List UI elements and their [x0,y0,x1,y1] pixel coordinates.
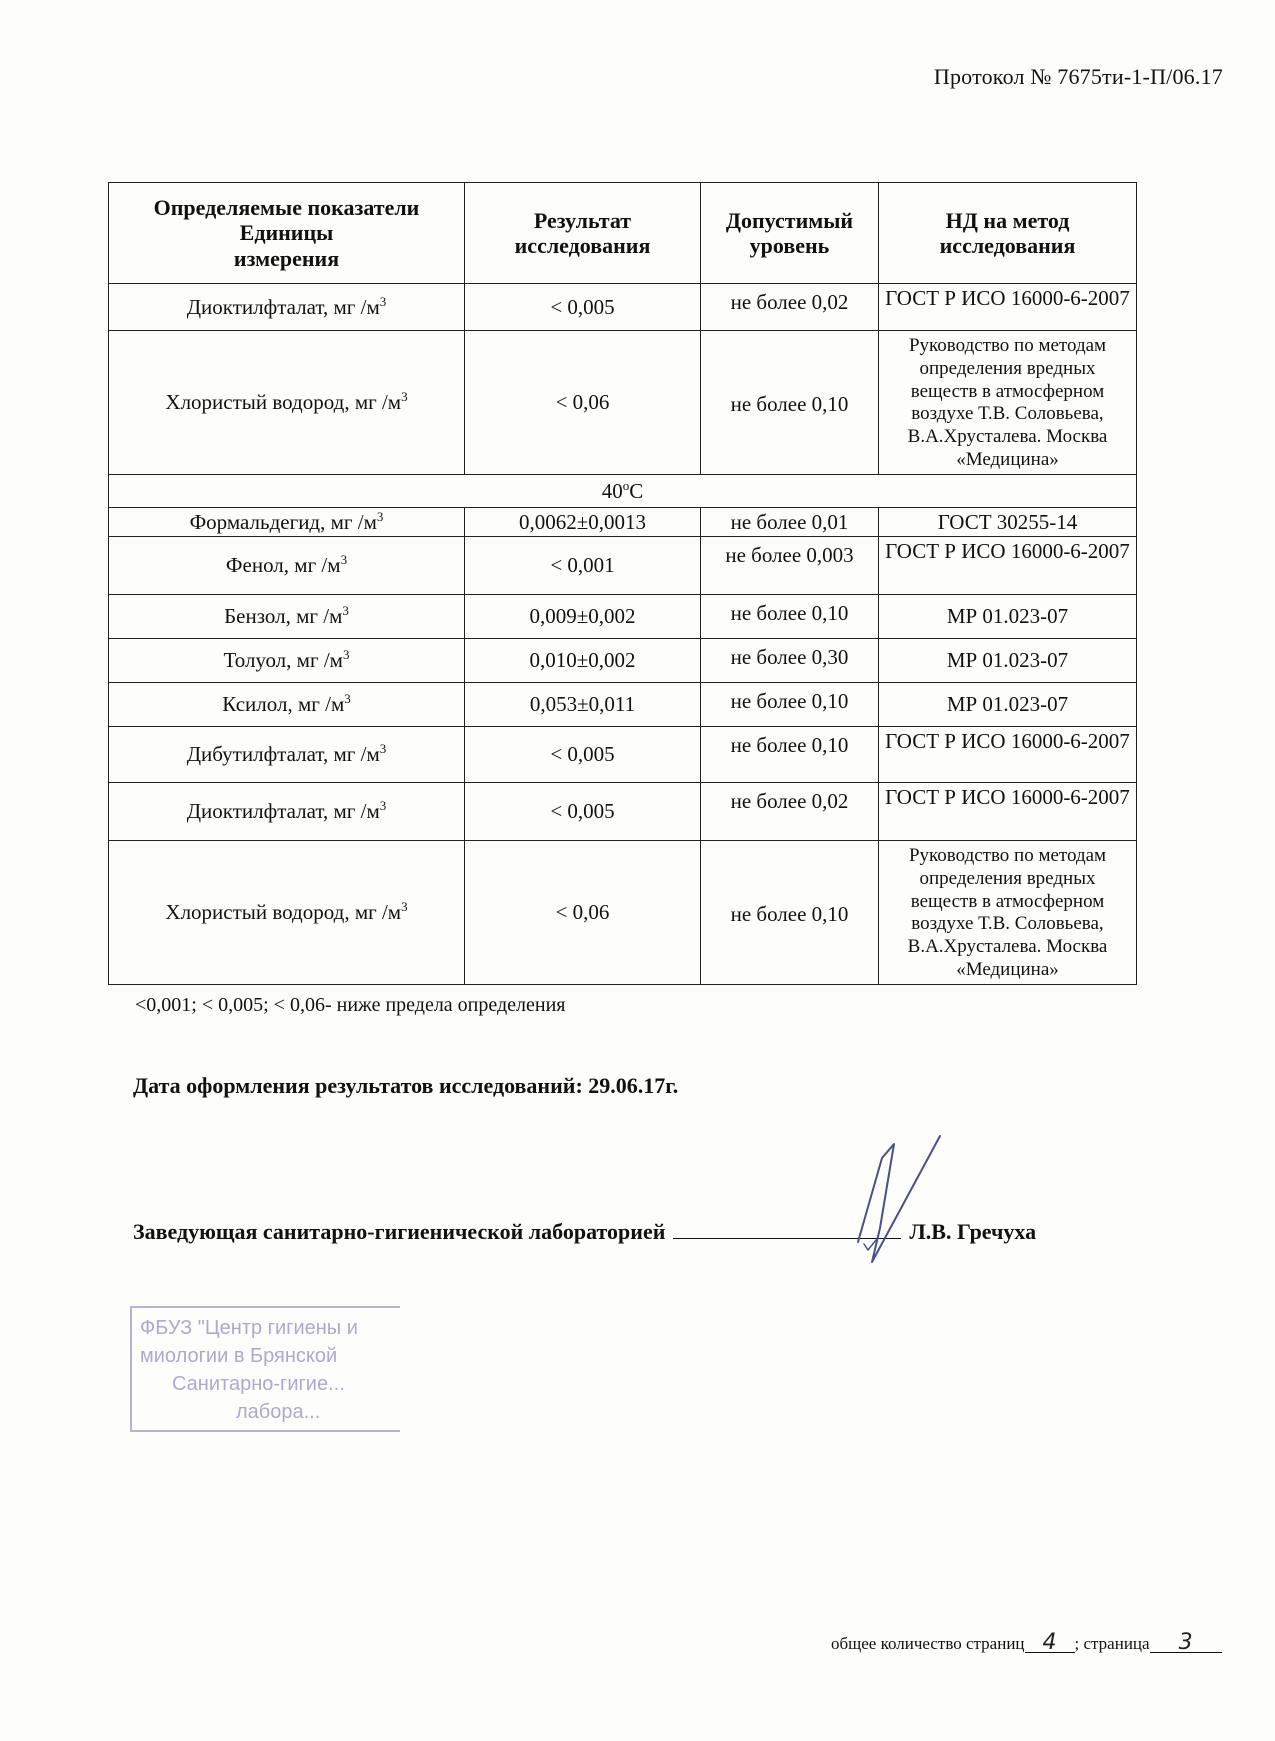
table-row [109,783,1137,841]
temperature-row [109,474,1137,507]
indicator-cell: Формальдегид, мг $/м^3$ [109,507,465,536]
table-row [109,639,1137,683]
method-cell: Руководство по методам определения вредных веществ в атмосферном воздухе Т.В. Соловьева, В.А.Хрусталева. Москва «Медицина» [879,841,1137,985]
method-cell: ГОСТ Р ИСО 16000-6-2007 [879,727,1137,783]
allowed-cell: не более 0,30 [701,639,879,683]
result-cell: < 0,06 [465,841,701,985]
temperature-cell: 40$^o$C [109,474,1137,507]
table-row [109,537,1137,595]
allowed-cell: не более 0,003 [701,537,879,595]
page-counter: общее количество страниц 4 ; страница 3 [831,1634,1222,1654]
total-pages-value: 4 [1025,1634,1075,1653]
method-cell: МР 01.023-07 [879,595,1137,639]
allowed-cell: не более 0,01 [701,507,879,536]
allowed-cell: не более 0,10 [701,331,879,475]
allowed-cell: не более 0,10 [701,595,879,639]
result-cell: 0,010±0,002 [465,639,701,683]
header-result: Результат исследования [465,183,701,284]
method-cell: МР 01.023-07 [879,639,1137,683]
indicator-cell: Бензол, мг $/м^3$ [109,595,465,639]
table-row [109,683,1137,727]
table-row [109,727,1137,783]
indicator-cell: Фенол, мг $/м^3$ [109,537,465,595]
table-row [109,331,1137,475]
head-name: Л.В. Гречуха [909,1219,1037,1244]
allowed-cell: не более 0,10 [701,841,879,985]
header-indicator: Определяемые показатели Единицы измерения [109,183,465,284]
method-cell: ГОСТ Р ИСО 16000-6-2007 [879,783,1137,841]
head-title: Заведующая санитарно-гигиенической лабораторией [133,1219,666,1244]
result-cell: 0,0062±0,0013 [465,507,701,536]
result-cell: < 0,001 [465,537,701,595]
method-cell: МР 01.023-07 [879,683,1137,727]
indicator-cell: Дибутилфталат, мг $/м^3$ [109,727,465,783]
results-date: Дата оформления результатов исследований: 29.06.17г. [133,1073,679,1098]
method-cell: ГОСТ Р ИСО 16000-6-2007 [879,284,1137,331]
header-allowed: Допустимый уровень [701,183,879,284]
result-cell: < 0,005 [465,727,701,783]
table-row [109,507,1137,536]
results-table [108,182,1137,985]
allowed-cell: не более 0,02 [701,284,879,331]
handwritten-signature [850,1130,970,1280]
indicator-cell: Хлористый водород, мг $/м^3$ [109,331,465,475]
allowed-cell: не более 0,10 [701,727,879,783]
allowed-cell: не более 0,02 [701,783,879,841]
method-cell: ГОСТ 30255-14 [879,507,1137,536]
method-cell: ГОСТ Р ИСО 16000-6-2007 [879,537,1137,595]
indicator-cell: Толуол, мг $/м^3$ [109,639,465,683]
result-cell: < 0,06 [465,331,701,475]
result-cell: 0,009±0,002 [465,595,701,639]
table-row [109,284,1137,331]
method-cell: Руководство по методам определения вредных веществ в атмосферном воздухе Т.В. Соловьева, В.А.Хрусталева. Москва «Медицина» [879,331,1137,475]
table-row [109,595,1137,639]
result-cell: < 0,005 [465,783,701,841]
table-row [109,841,1137,985]
result-cell: 0,053±0,011 [465,683,701,727]
footnote: <0,001; < 0,005; < 0,06- ниже предела определения [135,994,566,1016]
stamp: ФБУЗ "Центр гигиены и миологии в Брянской Санитарно-гигие... лабора... [130,1306,400,1432]
current-page-value: 3 [1150,1634,1222,1653]
result-cell: < 0,005 [465,284,701,331]
indicator-cell: Хлористый водород, мг $/м^3$ [109,841,465,985]
indicator-cell: Ксилол, мг $/м^3$ [109,683,465,727]
allowed-cell: не более 0,10 [701,683,879,727]
indicator-cell: Диоктилфталат, мг $/м^3$ [109,783,465,841]
header-method: НД на метод исследования [879,183,1137,284]
protocol-number: Протокол № 7675ти-1-П/06.17 [933,64,1223,89]
table-header-row [109,183,1137,284]
indicator-cell: Диоктилфталат, мг $/м^3$ [109,284,465,331]
